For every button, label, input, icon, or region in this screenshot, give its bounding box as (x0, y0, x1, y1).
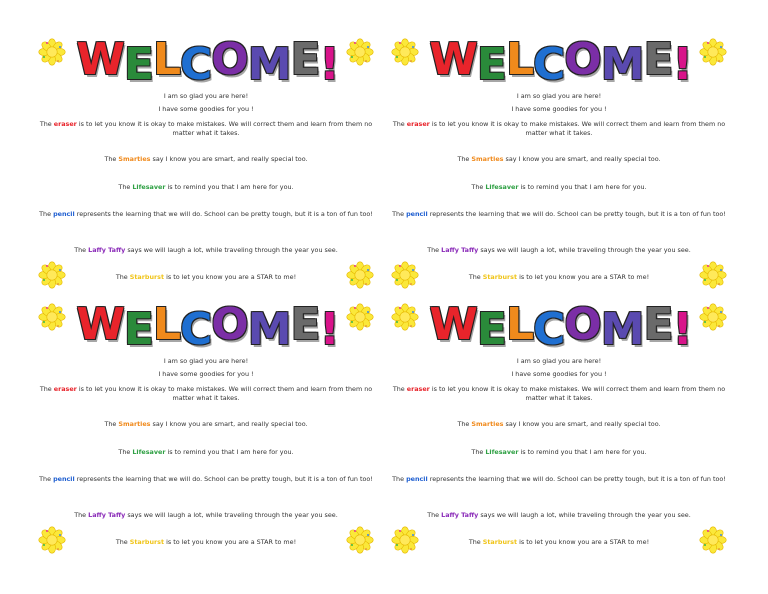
lifesaver-keyword: Lifesaver (132, 448, 166, 456)
goodies-line: I have some goodies for you ! (158, 105, 254, 113)
eraser-line (36, 120, 376, 138)
laffy-taffy-keyword: Laffy Taffy (88, 246, 126, 254)
starburst-keyword: Starburst (482, 538, 518, 546)
glad-line: I am so glad you are here! (163, 357, 249, 365)
lifesaver-text: is to remind you that I am here for you. (165, 448, 294, 456)
pencil-keyword: pencil (406, 475, 428, 483)
line-prefix: The (115, 273, 130, 281)
title-letter: L (152, 299, 180, 350)
smarties-line (389, 155, 729, 164)
title-letter: O (564, 34, 601, 85)
welcome-card (30, 30, 385, 295)
smarties-text: say I know you are smart, and really special too. (150, 155, 308, 163)
eraser-keyword: eraser (406, 385, 430, 393)
welcome-title (423, 33, 698, 91)
sun-flower-icon (391, 303, 419, 331)
laffy-taffy-line (36, 511, 376, 520)
title-letter: M (247, 304, 291, 355)
title-letter: E (643, 34, 673, 85)
eraser-keyword: eraser (53, 120, 77, 128)
title-letter: M (600, 304, 644, 355)
glad-line: I am so glad you are here! (516, 357, 602, 365)
pencil-text: represents the learning that we will do. School can be pretty tough, but it is a ton of fun too! (427, 210, 726, 218)
title-letter: ! (319, 39, 339, 90)
starburst-line (389, 538, 729, 547)
lifesaver-text: is to remind you that I am here for you. (165, 183, 294, 191)
smarties-line (389, 420, 729, 429)
eraser-text: is to let you know it is okay to make mistakes. We will correct them and learn from them no matter what it takes. (76, 120, 373, 137)
line-prefix: The (39, 210, 54, 218)
line-prefix: The (457, 155, 472, 163)
eraser-text: is to let you know it is okay to make mistakes. We will correct them and learn from them no matter what it takes. (429, 385, 726, 402)
title-letter: ! (672, 39, 692, 90)
glad-line: I am so glad you are here! (516, 92, 602, 100)
lifesaver-text: is to remind you that I am here for you. (518, 448, 647, 456)
sun-flower-icon (38, 303, 66, 331)
welcome-title (423, 298, 698, 356)
title-letter: E (476, 304, 506, 355)
lifesaver-line (389, 448, 729, 457)
line-prefix: The (39, 120, 54, 128)
pencil-line (389, 475, 729, 484)
line-prefix: The (468, 273, 483, 281)
line-prefix: The (115, 538, 130, 546)
title-letter: E (123, 304, 153, 355)
starburst-line (389, 273, 729, 282)
pencil-keyword: pencil (53, 210, 75, 218)
line-prefix: The (471, 183, 486, 191)
smarties-text: say I know you are smart, and really special too. (503, 155, 661, 163)
title-letter: E (290, 34, 320, 85)
smarties-keyword: Smarties (471, 155, 504, 163)
line-prefix: The (39, 475, 54, 483)
starburst-line (36, 273, 376, 282)
title-letter: E (123, 39, 153, 90)
sun-flower-icon (391, 38, 419, 66)
title-letter: M (247, 39, 291, 90)
lifesaver-keyword: Lifesaver (485, 183, 519, 191)
eraser-line (389, 385, 729, 403)
title-letter: L (505, 34, 533, 85)
title-letter: ! (319, 304, 339, 355)
line-prefix: The (74, 246, 89, 254)
starburst-text: is to let you know you are a STAR to me! (164, 273, 297, 281)
smarties-line (36, 420, 376, 429)
line-prefix: The (74, 511, 89, 519)
smarties-keyword: Smarties (118, 420, 151, 428)
laffy-taffy-keyword: Laffy Taffy (441, 246, 479, 254)
line-prefix: The (392, 120, 407, 128)
sun-flower-icon (38, 38, 66, 66)
title-letter: E (290, 299, 320, 350)
title-letter: M (600, 39, 644, 90)
glad-line: I am so glad you are here! (163, 92, 249, 100)
goodies-line: I have some goodies for you ! (511, 370, 607, 378)
laffy-taffy-line (389, 246, 729, 255)
lifesaver-text: is to remind you that I am here for you. (518, 183, 647, 191)
lifesaver-line (36, 448, 376, 457)
eraser-line (36, 385, 376, 403)
title-letter: W (76, 34, 124, 85)
starburst-text: is to let you know you are a STAR to me! (164, 538, 297, 546)
sun-flower-icon (699, 38, 727, 66)
pencil-text: represents the learning that we will do. School can be pretty tough, but it is a ton of fun too! (74, 210, 373, 218)
title-letter: C (180, 39, 212, 90)
lifesaver-keyword: Lifesaver (485, 448, 519, 456)
lifesaver-keyword: Lifesaver (132, 183, 166, 191)
title-letter: C (180, 304, 212, 355)
title-letter: L (505, 299, 533, 350)
lifesaver-line (36, 183, 376, 192)
starburst-keyword: Starburst (129, 273, 165, 281)
goodies-line: I have some goodies for you ! (158, 370, 254, 378)
title-letter: O (564, 299, 601, 350)
title-letter: E (643, 299, 673, 350)
line-prefix: The (392, 210, 407, 218)
title-letter: ! (672, 304, 692, 355)
lifesaver-line (389, 183, 729, 192)
goodies-line: I have some goodies for you ! (511, 105, 607, 113)
laffy-taffy-text: says we will laugh a lot, while traveling through the year you see. (478, 511, 691, 519)
pencil-keyword: pencil (53, 475, 75, 483)
eraser-keyword: eraser (53, 385, 77, 393)
pencil-text: represents the learning that we will do. School can be pretty tough, but it is a ton of fun too! (74, 475, 373, 483)
laffy-taffy-text: says we will laugh a lot, while traveling through the year you see. (125, 246, 338, 254)
title-letter: L (152, 34, 180, 85)
starburst-text: is to let you know you are a STAR to me! (517, 273, 650, 281)
pencil-line (36, 475, 376, 484)
laffy-taffy-keyword: Laffy Taffy (441, 511, 479, 519)
smarties-keyword: Smarties (471, 420, 504, 428)
pencil-text: represents the learning that we will do. School can be pretty tough, but it is a ton of fun too! (427, 475, 726, 483)
starburst-keyword: Starburst (482, 273, 518, 281)
line-prefix: The (427, 246, 442, 254)
laffy-taffy-line (389, 511, 729, 520)
laffy-taffy-text: says we will laugh a lot, while traveling through the year you see. (125, 511, 338, 519)
welcome-card (383, 30, 738, 295)
welcome-card (383, 295, 738, 560)
starburst-text: is to let you know you are a STAR to me! (517, 538, 650, 546)
title-letter: O (211, 34, 248, 85)
smarties-line (36, 155, 376, 164)
sun-flower-icon (346, 303, 374, 331)
welcome-title (70, 298, 345, 356)
line-prefix: The (468, 538, 483, 546)
title-letter: W (429, 34, 477, 85)
pencil-keyword: pencil (406, 210, 428, 218)
title-letter: O (211, 299, 248, 350)
laffy-taffy-keyword: Laffy Taffy (88, 511, 126, 519)
smarties-keyword: Smarties (118, 155, 151, 163)
title-letter: C (533, 304, 565, 355)
line-prefix: The (392, 475, 407, 483)
title-letter: E (476, 39, 506, 90)
eraser-text: is to let you know it is okay to make mistakes. We will correct them and learn from them no matter what it takes. (76, 385, 373, 402)
line-prefix: The (104, 155, 119, 163)
pencil-line (389, 210, 729, 219)
line-prefix: The (118, 448, 133, 456)
title-letter: C (533, 39, 565, 90)
starburst-line (36, 538, 376, 547)
line-prefix: The (39, 385, 54, 393)
line-prefix: The (427, 511, 442, 519)
title-letter: W (429, 299, 477, 350)
welcome-card (30, 295, 385, 560)
sun-flower-icon (699, 303, 727, 331)
pencil-line (36, 210, 376, 219)
line-prefix: The (118, 183, 133, 191)
eraser-line (389, 120, 729, 138)
sun-flower-icon (346, 38, 374, 66)
line-prefix: The (104, 420, 119, 428)
line-prefix: The (392, 385, 407, 393)
laffy-taffy-text: says we will laugh a lot, while traveling through the year you see. (478, 246, 691, 254)
eraser-text: is to let you know it is okay to make mistakes. We will correct them and learn from them no matter what it takes. (429, 120, 726, 137)
line-prefix: The (457, 420, 472, 428)
eraser-keyword: eraser (406, 120, 430, 128)
smarties-text: say I know you are smart, and really special too. (503, 420, 661, 428)
laffy-taffy-line (36, 246, 376, 255)
starburst-keyword: Starburst (129, 538, 165, 546)
line-prefix: The (471, 448, 486, 456)
welcome-title (70, 33, 345, 91)
title-letter: W (76, 299, 124, 350)
smarties-text: say I know you are smart, and really special too. (150, 420, 308, 428)
